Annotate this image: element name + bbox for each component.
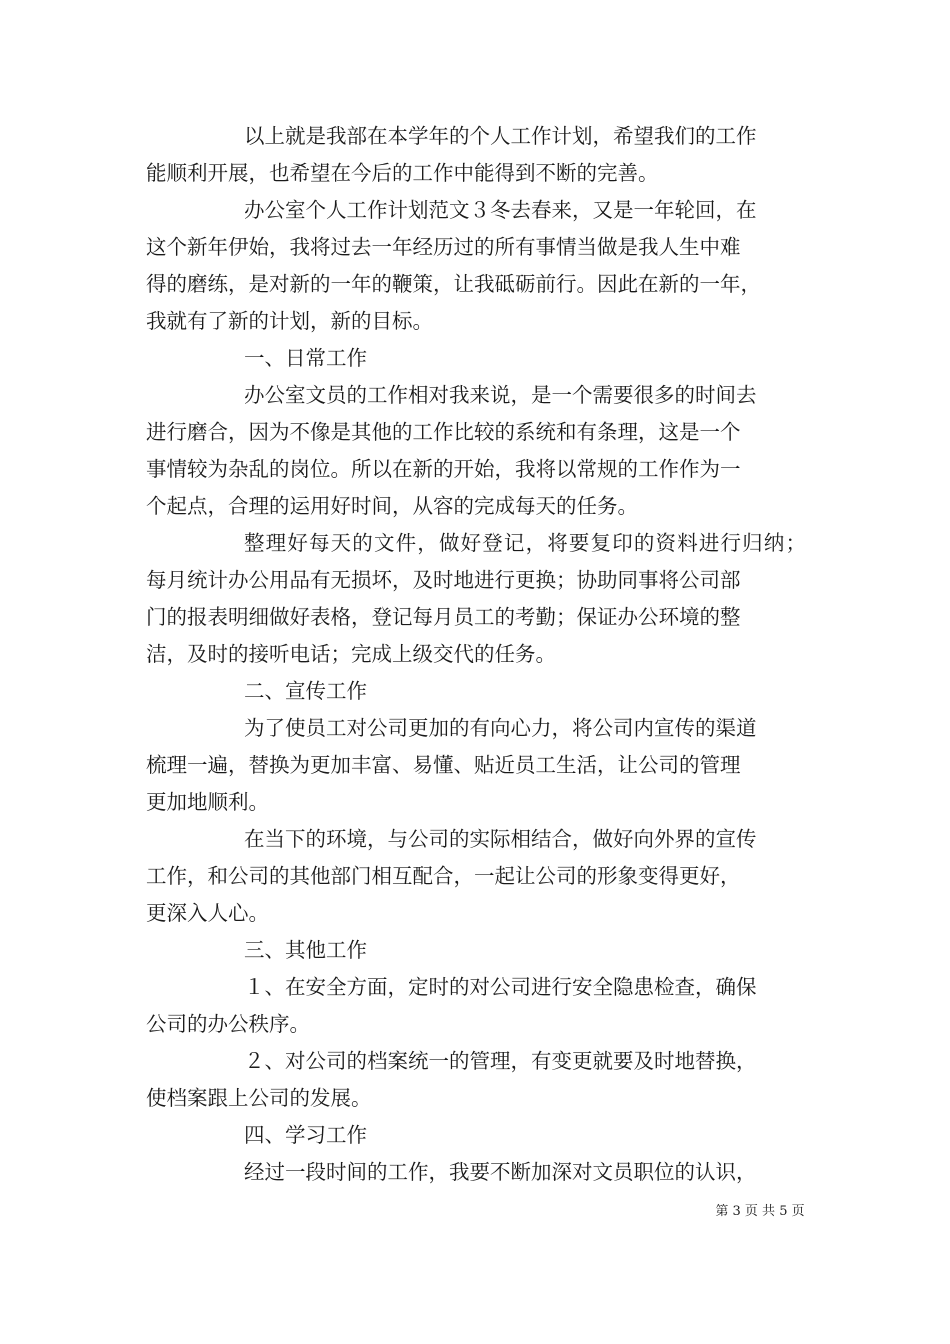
text-line: 这个新年伊始，我将过去一年经历过的所有事情当做是我人生中难 (146, 235, 741, 259)
text-line: 办公室个人工作计划范文３冬去春来，又是一年轮回，在 (244, 198, 757, 222)
text-line: 办公室文员的工作相对我来说，是一个需要很多的时间去 (244, 383, 757, 407)
text-line: 事情较为杂乱的岗位。所以在新的开始，我将以常规的工作作为一 (146, 457, 741, 481)
text-line: 整理好每天的文件，做好登记，将要复印的资料进行归纳； (244, 531, 808, 555)
text-line: 梳理一遍，替换为更加丰富、易懂、贴近员工生活，让公司的管理 (146, 753, 741, 777)
text-line: 二、宣传工作 (244, 679, 367, 703)
text-line: １、在安全方面，定时的对公司进行安全隐患检查，确保 (244, 975, 757, 999)
text-line: 一、日常工作 (244, 346, 367, 370)
text-line: 每月统计办公用品有无损坏，及时地进行更换；协助同事将公司部 (146, 568, 741, 592)
text-line: 为了使员工对公司更加的有向心力，将公司内宣传的渠道 (244, 716, 757, 740)
page-number-footer: 第 3 页 共 5 页 (715, 1204, 805, 1219)
text-line: 经过一段时间的工作，我要不断加深对文员职位的认识， (244, 1160, 757, 1184)
text-line: 更加地顺利。 (146, 790, 269, 814)
text-line: 洁，及时的接听电话；完成上级交代的任务。 (146, 642, 556, 666)
text-line: 三、其他工作 (244, 938, 367, 962)
text-line: ２、对公司的档案统一的管理，有变更就要及时地替换， (244, 1049, 757, 1073)
text-line: 个起点，合理的运用好时间，从容的完成每天的任务。 (146, 494, 638, 518)
text-line: 四、学习工作 (244, 1123, 367, 1147)
document-body (146, 118, 806, 1191)
text-line: 工作，和公司的其他部门相互配合，一起让公司的形象变得更好， (146, 864, 741, 888)
text-line: 以上就是我部在本学年的个人工作计划，希望我们的工作 (244, 124, 757, 148)
text-line: 在当下的环境，与公司的实际相结合，做好向外界的宣传 (244, 827, 757, 851)
text-line: 能顺利开展，也希望在今后的工作中能得到不断的完善。 (146, 161, 659, 185)
text-line: 更深入人心。 (146, 901, 269, 925)
text-line: 我就有了新的计划，新的目标。 (146, 309, 433, 333)
text-line: 公司的办公秩序。 (146, 1012, 310, 1036)
text-line: 进行磨合，因为不像是其他的工作比较的系统和有条理，这是一个 (146, 420, 741, 444)
text-line: 使档案跟上公司的发展。 (146, 1086, 372, 1110)
text-line: 得的磨练，是对新的一年的鞭策，让我砥砺前行。因此在新的一年， (146, 272, 761, 296)
text-line: 门的报表明细做好表格，登记每月员工的考勤；保证办公环境的整 (146, 605, 741, 629)
